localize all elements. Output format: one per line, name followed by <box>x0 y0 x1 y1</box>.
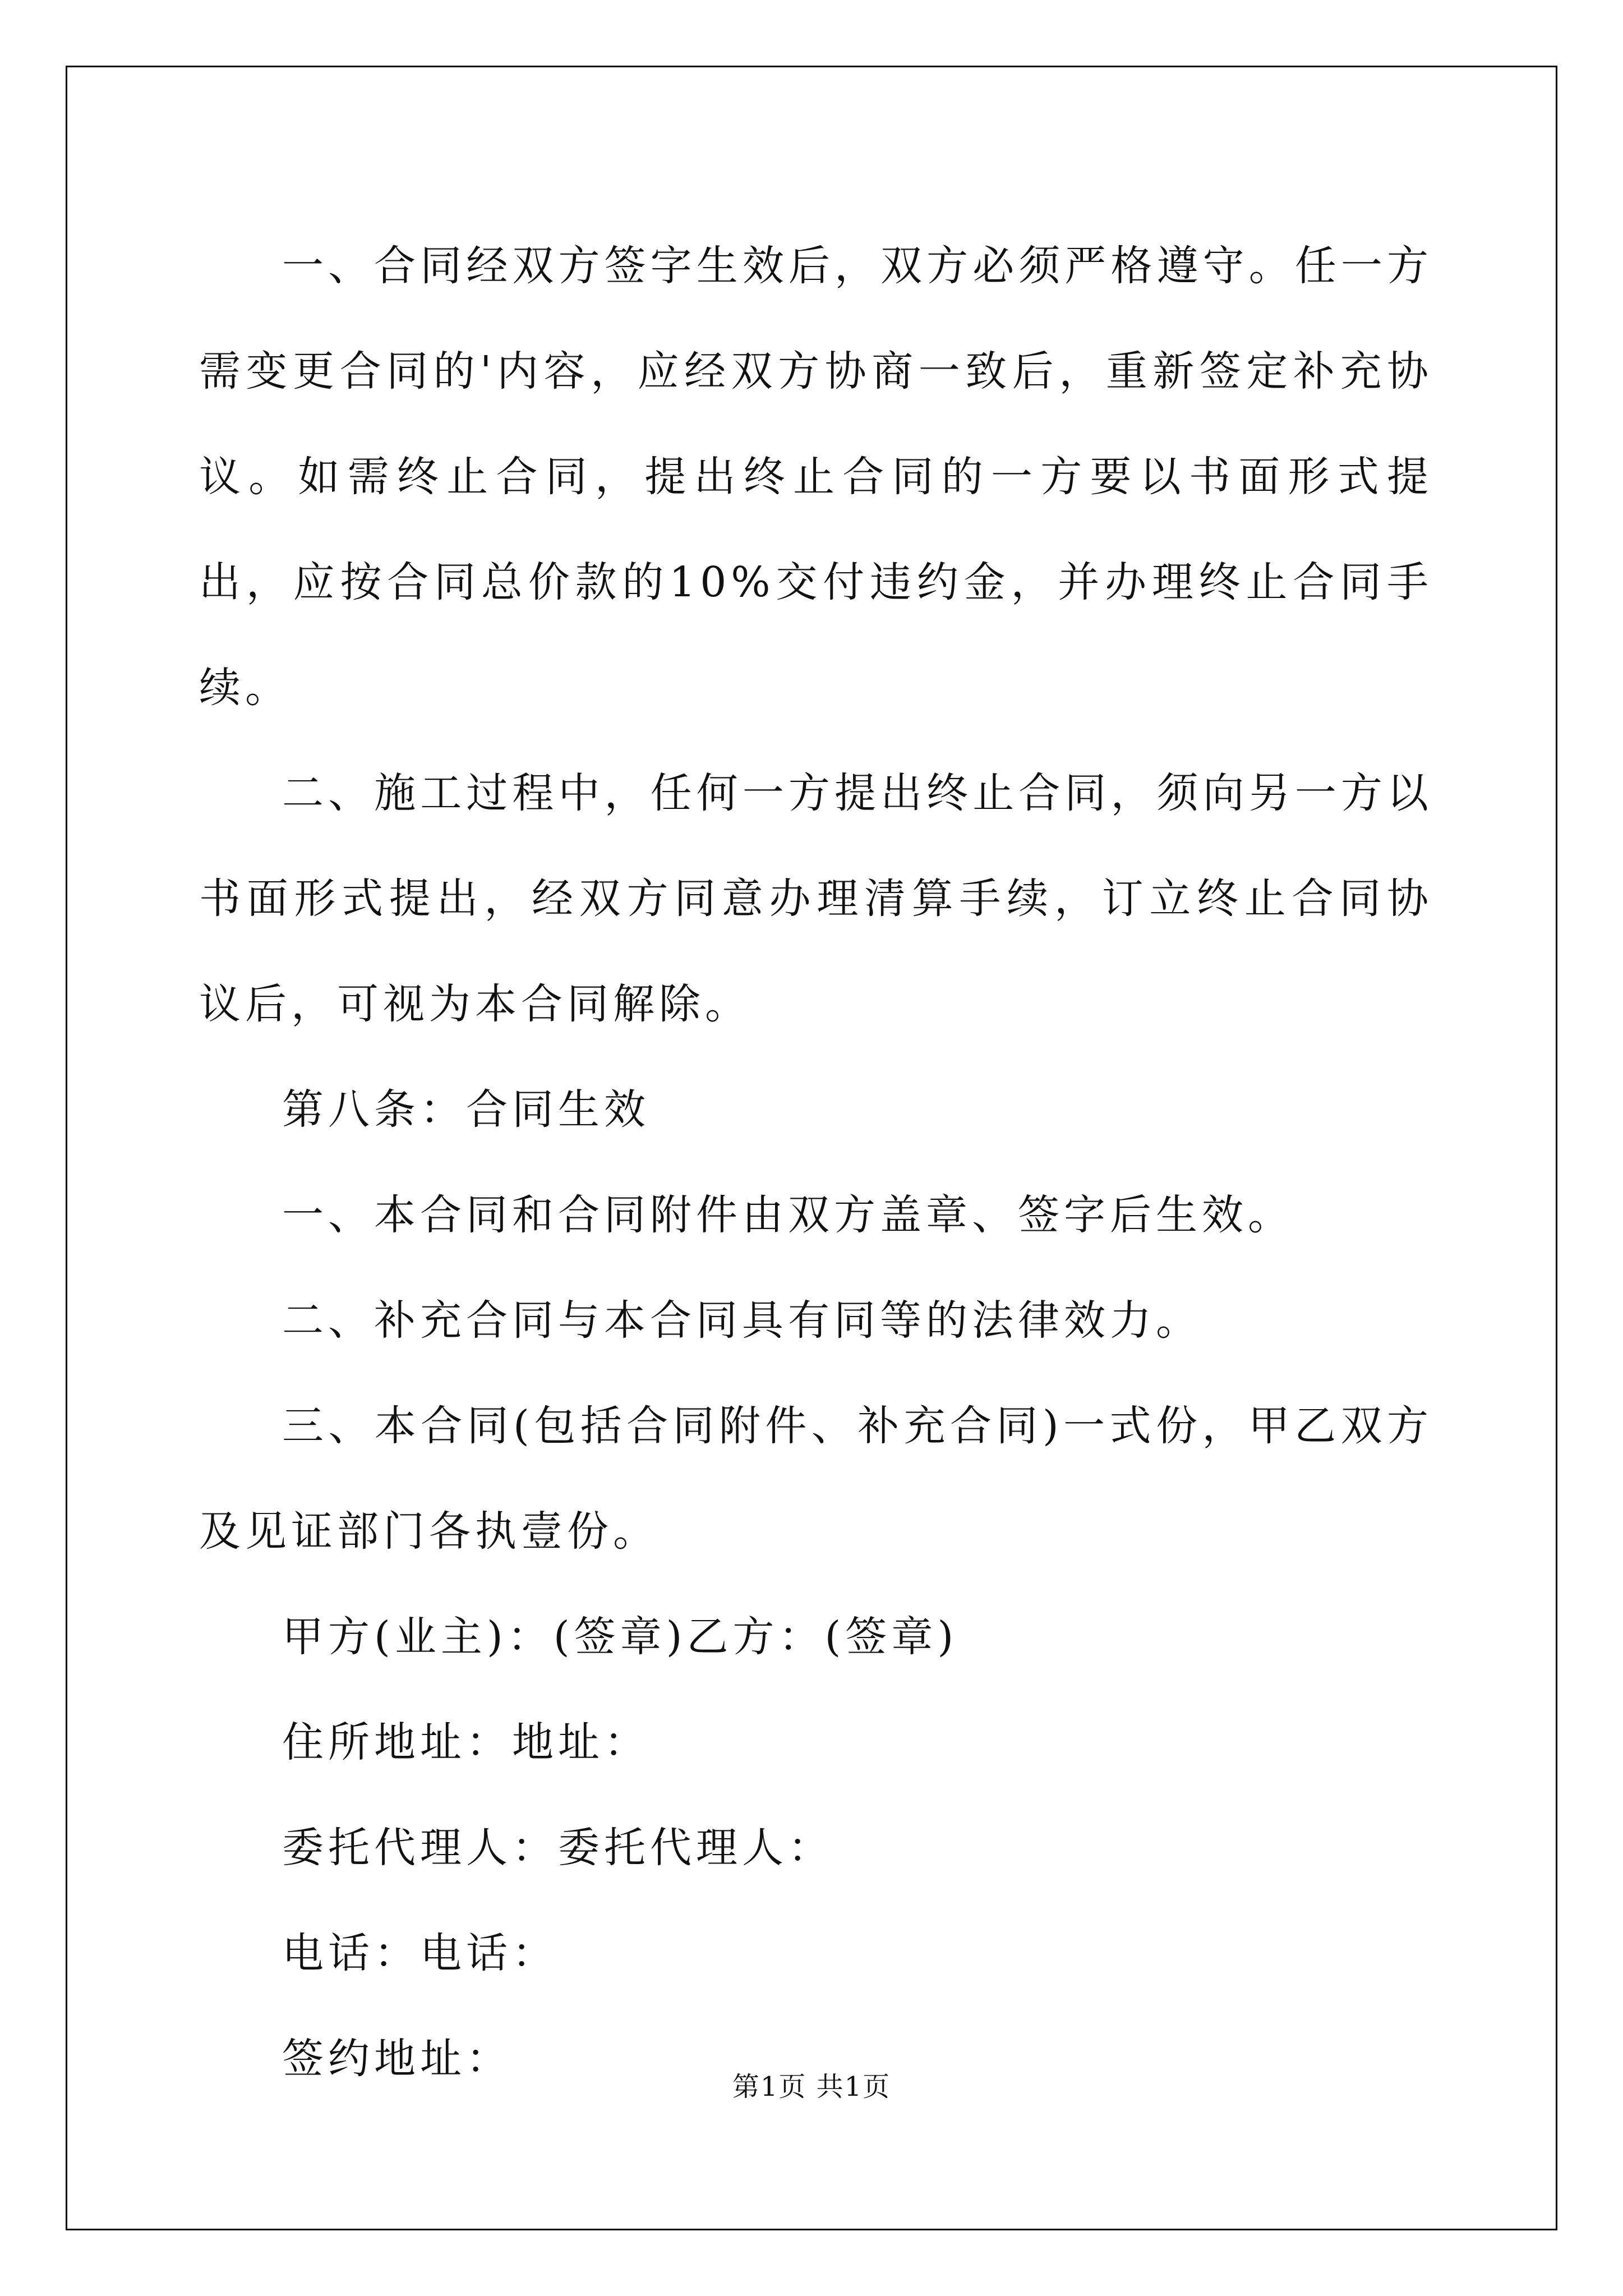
article-heading: 第八条：合同生效 <box>282 1085 650 1134</box>
signature-line-address: 住所地址：地址： <box>282 1718 650 1766</box>
document-body <box>199 213 1433 2111</box>
signature-line-signing-address: 签约地址： <box>282 2035 512 2083</box>
signature-line-agent: 委托代理人：委托代理人： <box>282 1824 834 1872</box>
signature-line-parties: 甲方(业主)：(签章)乙方：(签章) <box>282 1613 958 1661</box>
clause-paragraph: 一、本合同和合同附件由双方盖章、签字后生效。 <box>282 1191 1294 1239</box>
clause-paragraph: 一、合同经双方签字生效后，双方必须严格遵守。任一方需变更合同的'内容，应经双方协商一致后，重新签定补充协议。如需终止合同，提出终止合同的一方要以书面形式提出，应按合同总价款的10%交付违约金，并办理终止合同手续。 <box>199 242 1433 712</box>
clause-paragraph: 三、本合同(包括合同附件、补充合同)一式份，甲乙双方及见证部门各执壹份。 <box>199 1402 1433 1556</box>
page-number: 第1页 共1页 <box>732 2071 891 2102</box>
signature-line-phone: 电话：电话： <box>282 1929 558 1977</box>
clause-paragraph: 二、施工过程中，任何一方提出终止合同，须向另一方以书面形式提出，经双方同意办理清算手续，订立终止合同协议后，可视为本合同解除。 <box>199 769 1433 1028</box>
clause-paragraph: 二、补充合同与本合同具有同等的法律效力。 <box>282 1296 1202 1345</box>
